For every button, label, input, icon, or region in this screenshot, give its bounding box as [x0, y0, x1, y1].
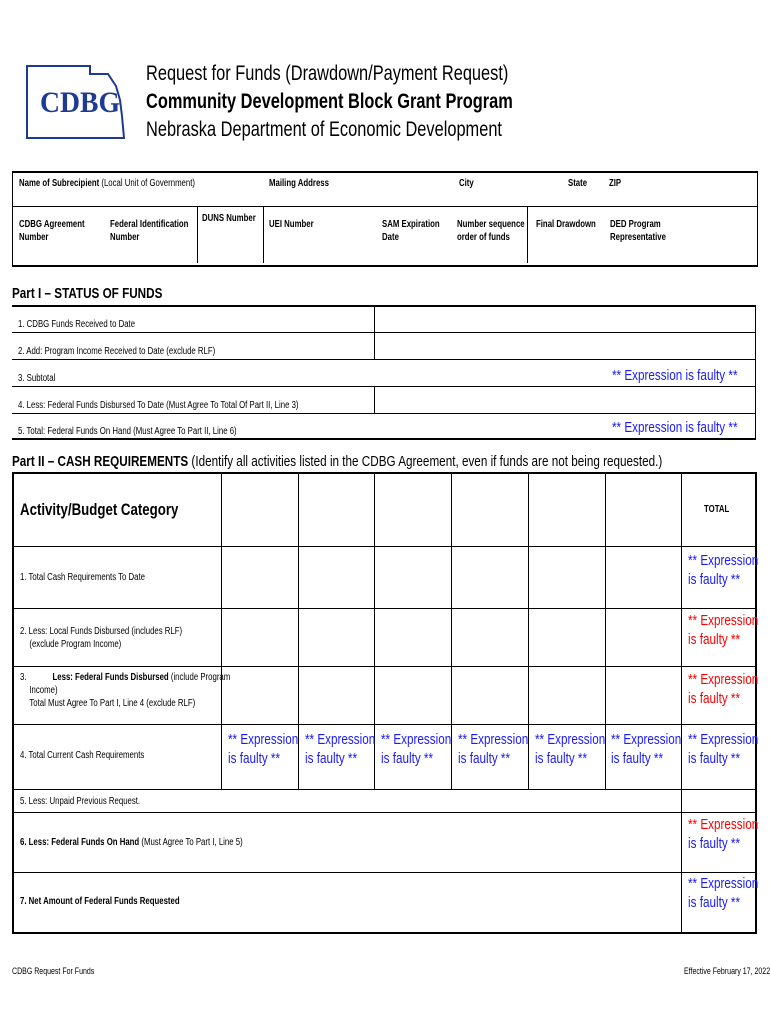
- part2-line6-label: 6. Less: Federal Funds On Hand (Must Agree To Part I, Line 5): [20, 837, 243, 848]
- part2-line2-label: 2. Less: Local Funds Disbursed (includes RLF) (exclude Program Income): [20, 626, 183, 650]
- cdbg-logo: [24, 60, 126, 142]
- city-label: City: [459, 178, 474, 189]
- subrecipient-label: Name of Subrecipient (Local Unit of Government): [19, 178, 196, 189]
- agreement-number-label: CDBG Agreement Number: [19, 219, 85, 243]
- part2-line1-total: ** Expression is faulty **: [688, 552, 759, 588]
- form-title: Request for Funds (Drawdown/Payment Request): [146, 62, 509, 85]
- footer-form-name: CDBG Request For Funds: [12, 966, 95, 976]
- federal-id-label: Federal Identification Number: [110, 219, 189, 243]
- part2-line4-col6: ** Expression is faulty **: [611, 731, 682, 767]
- part2-table: [12, 472, 757, 934]
- mailing-address-label: Mailing Address: [269, 178, 329, 189]
- final-drawdown-label: Final Drawdown: [536, 219, 596, 230]
- part1-line5: 5. Total: Federal Funds On Hand (Must Agree To Part II, Line 6): [18, 426, 237, 437]
- sam-expiration-label: SAM Expiration Date: [382, 219, 440, 243]
- activity-category-header: Activity/Budget Category: [20, 500, 179, 519]
- part2-line5-label: 5. Less: Unpaid Previous Request.: [20, 796, 141, 807]
- state-label: State: [568, 178, 588, 189]
- program-name: Community Development Block Grant Program: [146, 90, 513, 113]
- sequence-label: Number sequence order of funds: [457, 219, 525, 243]
- part1-line2: 2. Add: Program Income Received to Date (exclude RLF): [18, 346, 216, 357]
- ded-rep-label: DED Program Representative: [610, 219, 666, 243]
- part2-line4-col1: ** Expression is faulty **: [228, 731, 299, 767]
- footer-effective-date: Effective February 17, 2022: [684, 966, 770, 976]
- duns-label: DUNS Number: [202, 213, 256, 224]
- part2-line4-col3: ** Expression is faulty **: [381, 731, 452, 767]
- department-name: Nebraska Department of Economic Development: [146, 118, 502, 141]
- part2-line4-label: 4. Total Current Cash Requirements: [20, 750, 145, 761]
- part2-line4-col4: ** Expression is faulty **: [458, 731, 529, 767]
- part2-title: Part II – CASH REQUIREMENTS (Identify all activities listed in the CDBG Agreement, even if funds are not being requested.): [12, 453, 663, 470]
- total-header: TOTAL: [704, 504, 730, 515]
- uei-label: UEI Number: [269, 219, 314, 230]
- zip-label: ZIP: [609, 178, 622, 189]
- svg-text:CDBG: CDBG: [40, 86, 120, 119]
- part1-total-value: ** Expression is faulty **: [612, 419, 738, 436]
- part2-line7-label: 7. Net Amount of Federal Funds Requested: [20, 896, 180, 907]
- part1-line4: 4. Less: Federal Funds Disbursed To Date (Must Agree To Total Of Part II, Line 3): [18, 400, 299, 411]
- part2-line2-total: ** Expression is faulty **: [688, 612, 759, 648]
- part2-line4-col5: ** Expression is faulty **: [535, 731, 606, 767]
- part2-line3-total: ** Expression is faulty **: [688, 671, 759, 707]
- part2-line4-col2: ** Expression is faulty **: [305, 731, 376, 767]
- part2-line1-label: 1. Total Cash Requirements To Date: [20, 572, 146, 583]
- part1-title: Part I – STATUS OF FUNDS: [12, 285, 163, 302]
- part2-line7-total: ** Expression is faulty **: [688, 875, 759, 911]
- subrecipient-info-box: [12, 171, 758, 267]
- part1-table: [12, 305, 756, 440]
- part1-subtotal-value: ** Expression is faulty **: [612, 367, 738, 384]
- part2-line6-total: ** Expression is faulty **: [688, 816, 759, 852]
- part2-line3-label: 3. Less: Federal Funds Disbursed (include Program Income) Total Must Agree To Part I, Line 4 (exclude RLF): [20, 672, 231, 709]
- part2-line4-total: ** Expression is faulty **: [688, 731, 759, 767]
- part1-line1: 1. CDBG Funds Received to Date: [18, 319, 136, 330]
- part1-line3: 3. Subtotal: [18, 373, 56, 384]
